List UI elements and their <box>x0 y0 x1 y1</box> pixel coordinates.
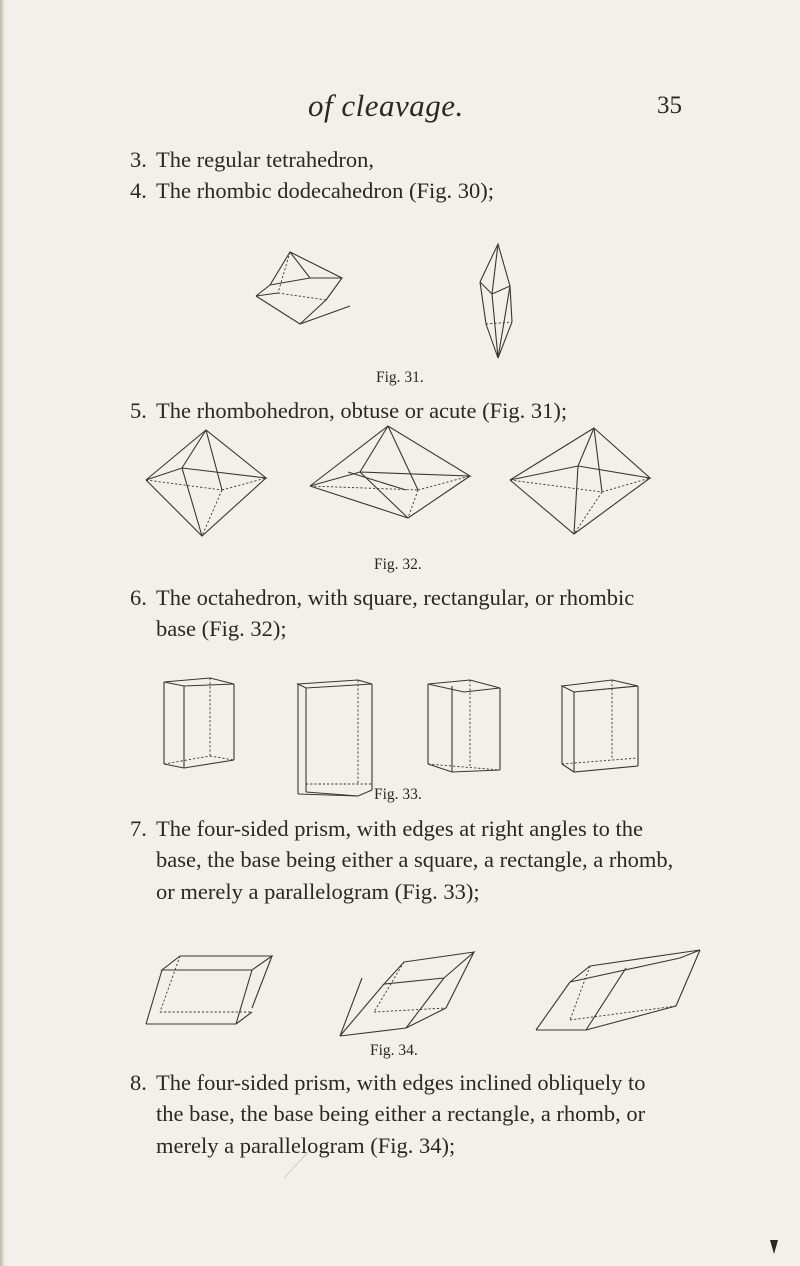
fig32-rectangular-octahedron <box>308 424 478 524</box>
fig31-acute-rhombohedron <box>468 242 528 362</box>
fig33-square-prism <box>150 672 240 777</box>
fig32-caption: Fig. 32. <box>374 556 422 573</box>
list-item-8 <box>130 1067 645 1099</box>
item-number: 7. <box>130 816 147 841</box>
fig32-rhombic-octahedron <box>508 426 658 536</box>
item-number: 6. <box>130 585 147 610</box>
page-number: 35 <box>657 92 682 119</box>
list-item-3 <box>130 144 374 176</box>
fig32-square-octahedron <box>144 428 284 538</box>
item-text: The rhombic dodecahedron (Fig. 30); <box>156 178 495 203</box>
fig33-parallelogram-prism <box>552 672 652 782</box>
running-header-title: of cleavage. <box>308 88 464 123</box>
item-7-continuation-1: base, the base being either a square, a rectangle, a rhomb, <box>156 847 674 872</box>
item-text-line-1: The four-sided prism, with edges at right angles to the <box>156 816 643 841</box>
fig34-caption: Fig. 34. <box>370 1042 418 1059</box>
item-7-continuation-2: or merely a parallelogram (Fig. 33); <box>156 879 480 904</box>
fig33-caption: Fig. 33. <box>374 786 422 803</box>
faint-pencil-mark <box>280 1150 310 1180</box>
fig34-rhombic-oblique-prism <box>334 948 484 1038</box>
page-edge-shadow <box>0 0 5 1266</box>
item-text: The rhombohedron, obtuse or acute (Fig. 31); <box>156 398 568 423</box>
item-8-continuation-1: the base, the base being either a rectangle, a rhomb, or <box>156 1101 646 1126</box>
list-item-6 <box>130 582 634 614</box>
fig31-obtuse-rhombohedron <box>250 238 350 338</box>
fig33-rectangular-prism <box>292 672 382 802</box>
fig31-caption: Fig. 31. <box>376 369 424 386</box>
list-item-4 <box>130 175 494 207</box>
item-text-line-1: The four-sided prism, with edges inclined obliquely to <box>156 1070 646 1095</box>
item-number: 8. <box>130 1070 147 1095</box>
fig34-parallelogram-oblique-prism <box>530 946 710 1036</box>
item-number: 5. <box>130 398 147 423</box>
fig33-rhombic-prism <box>420 672 510 782</box>
fig34-rectangular-oblique-prism <box>140 950 280 1030</box>
item-text: The regular tetrahedron, <box>156 147 375 172</box>
list-item-5 <box>130 395 567 427</box>
item-6-continuation: base (Fig. 32); <box>156 616 287 641</box>
item-8-continuation-2: merely a parallelogram (Fig. 34); <box>156 1133 456 1158</box>
stray-page-mark <box>768 1238 780 1256</box>
item-number: 3. <box>130 147 147 172</box>
item-number: 4. <box>130 178 147 203</box>
list-item-7 <box>130 813 643 845</box>
item-text-line-1: The octahedron, with square, rectangular, or rhombic <box>156 585 635 610</box>
